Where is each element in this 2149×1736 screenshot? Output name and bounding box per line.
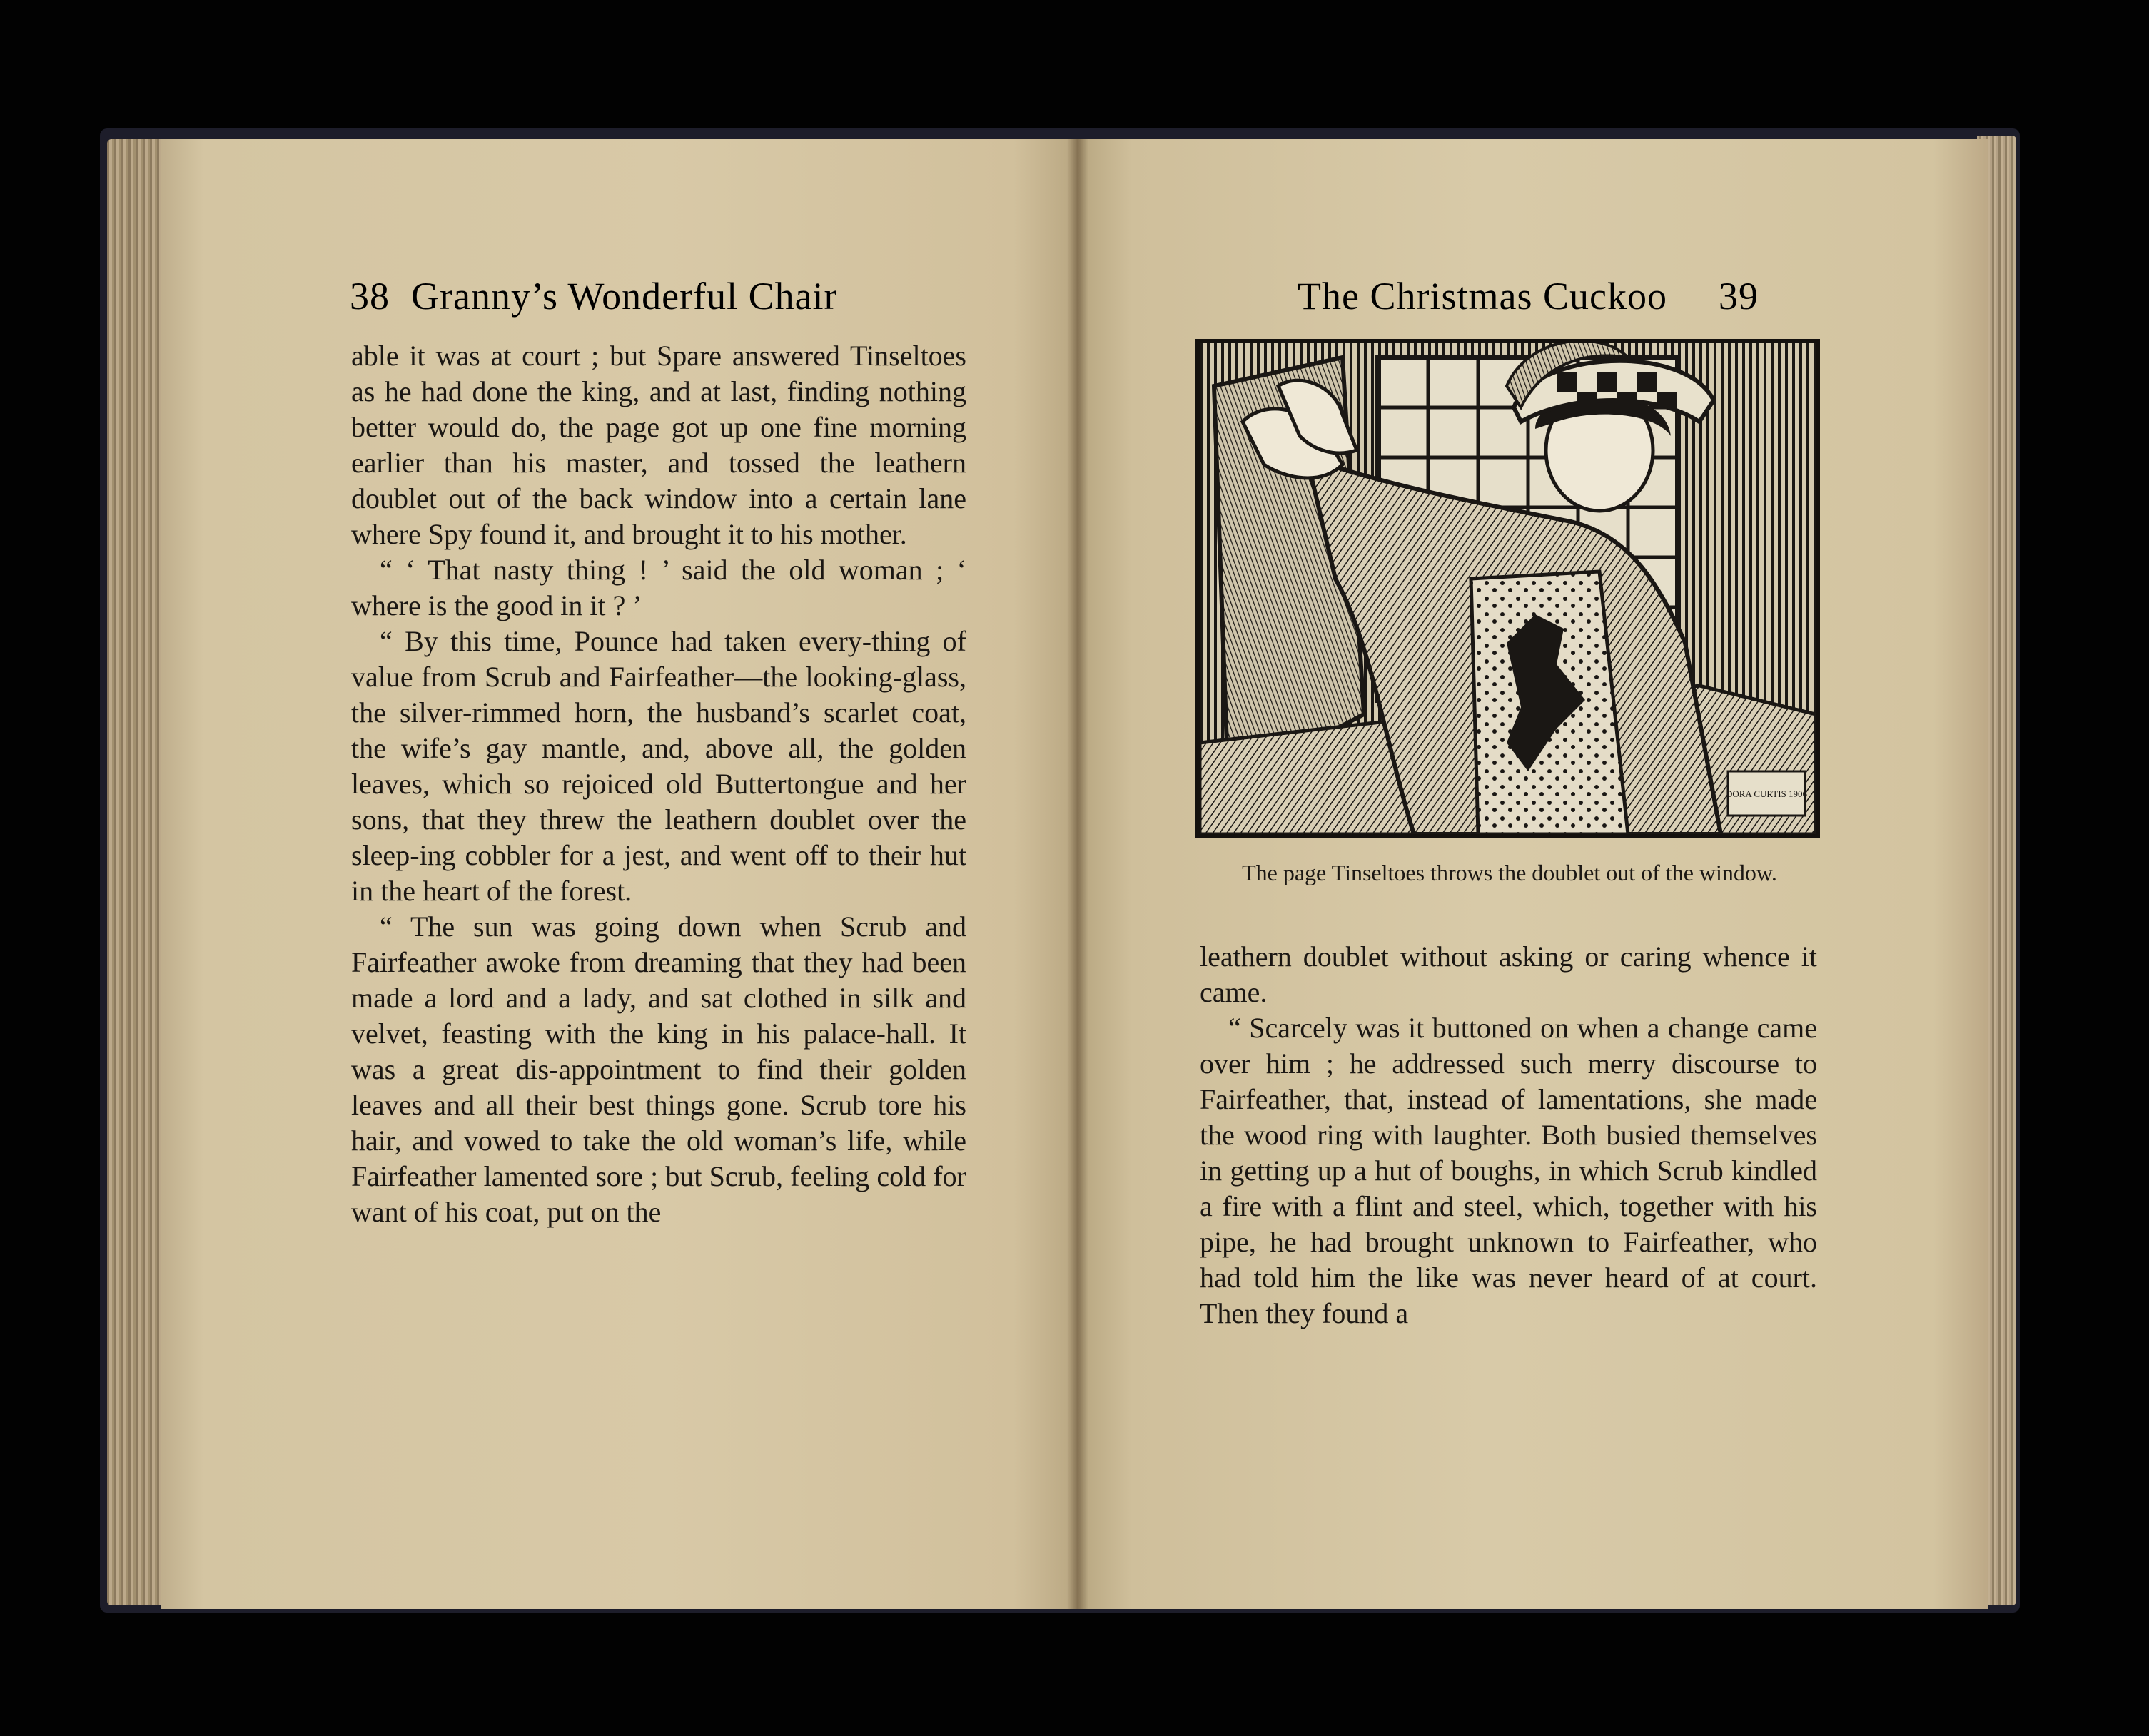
right-running-head (1298, 275, 1759, 318)
illustration-signature: DORA CURTIS 1906 (1725, 788, 1808, 799)
right-page-number: 39 (1718, 275, 1759, 318)
illustration-caption: The page Tinseltoes throws the doublet out of the window. (1242, 860, 1777, 885)
right-paragraph-1: leathern doublet without asking or caring whence it came. (1200, 940, 1817, 1008)
right-paragraph-2: “ Scarcely was it buttoned on when a change came over him ; he addressed such merry discourse to Fairfeather, that, instead of lamentations, she made the wood ring with laughter. Both busied themselves in getting up a hut of boughs, in which Scrub kindled a fire with a flint and steel, which, together with his pipe, he had brought unknown to Fairfeather, who had told him the like was never heard of at court. Then they found a (1200, 1012, 1817, 1329)
right-page-text (1200, 939, 1817, 1331)
left-paragraph-3: “ By this time, Pounce had taken every-thing of value from Scrub and Fairfeather—the looking-glass, the silver-rimmed horn, the husband’s scarlet coat, the wife’s gay mantle, and, above all, the golden leaves, which so rejoiced old Buttertongue and her sons, that they threw the leathern doublet over the sleep-ing cobbler for a jest, and went off to their hut in the heart of the forest. (351, 625, 966, 907)
left-page-number: 38 (350, 275, 390, 318)
left-running-head (350, 275, 838, 318)
left-paragraph-4: “ The sun was going down when Scrub and Fairfeather awoke from dreaming that they had been made a lord and a lady, and sat clothed in silk and velvet, feasting with the king in his palace-hall. It was a great dis-appointment to find their golden leaves and all their best things gone. Scrub tore his hair, and vowed to take the old woman’s life, while Fairfeather lamented sore ; but Scrub, feeling cold for want of his coat, put on the (351, 910, 966, 1228)
left-paragraph-2: “ ‘ That nasty thing ! ’ said the old woman ; ‘ where is the good in it ? ’ (351, 554, 966, 621)
illustration-drawing (1200, 343, 1816, 834)
illustration-page-at-window (1195, 339, 1820, 838)
left-paragraph-1: able it was at court ; but Spare answered Tinseltoes as he had done the king, and at last, finding nothing better would do, the page got up one fine morning earlier than his master, and tossed the leathern doublet out of the back window into a certain lane where Spy found it, and brought it to his mother. (351, 340, 966, 550)
right-running-title: The Christmas Cuckoo (1298, 275, 1667, 318)
left-page-text (351, 338, 966, 1230)
left-running-title: Granny’s Wonderful Chair (411, 275, 838, 318)
book-gutter (1067, 139, 1088, 1609)
